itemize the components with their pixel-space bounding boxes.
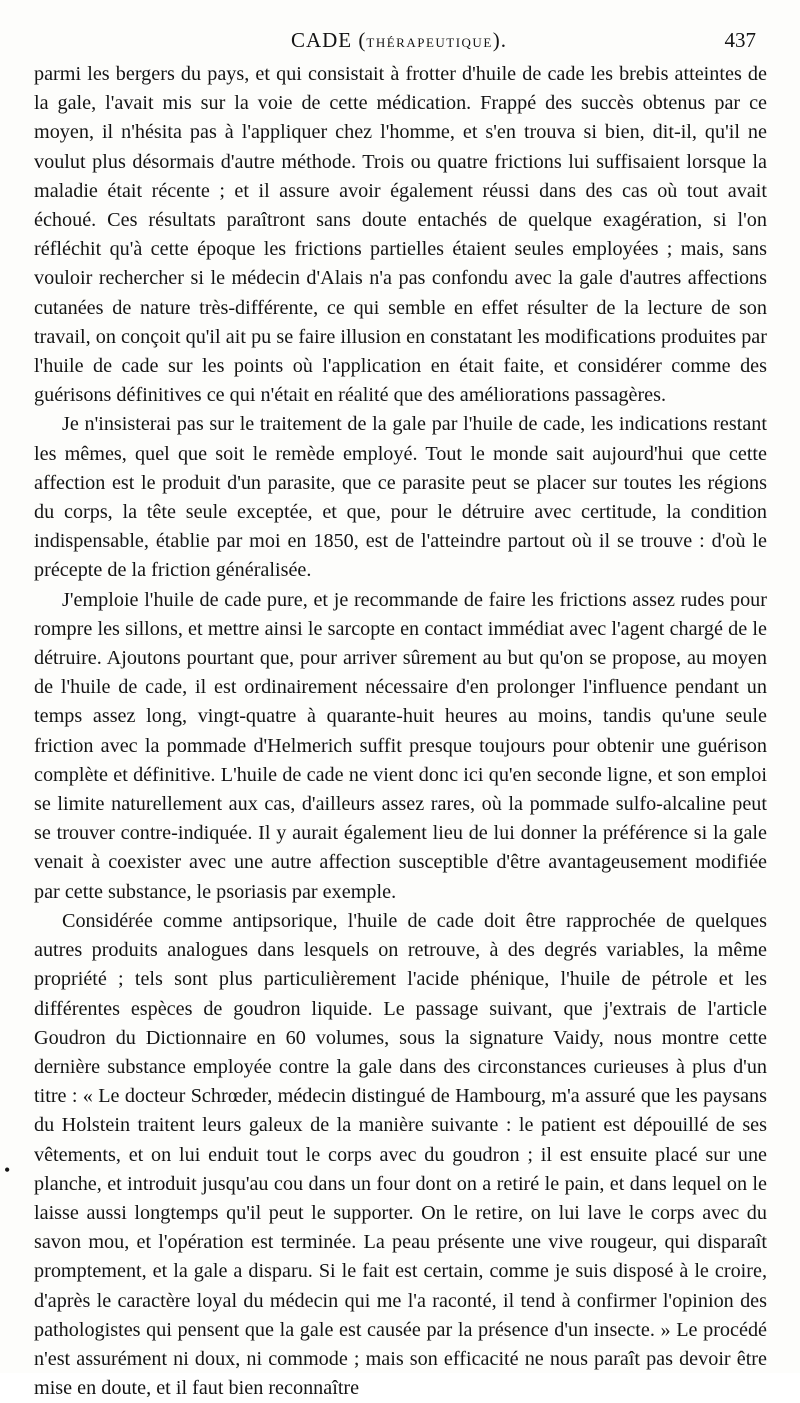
paragraph-2: Je n'insisterai pas sur le traitement de la gale par l'huile de cade, les indications restant les mêmes, quel que soit le remède employé. Tout le monde sait aujourd'hui que cette affection est le produit d'un parasite, que ce parasite peut se placer sur toutes les régions du corps, la tête seule exceptée, et que, pour le détruire avec certitude, la condition indispensable, établie par moi en 1850, est de l'atteindre partout où il se trouve : d'où le précepte de la friction généralisée. bbox=[34, 413, 767, 582]
title-small-caps: THÉRAPEUTIQUE bbox=[366, 35, 493, 50]
running-head bbox=[34, 28, 764, 58]
page-number: 437 bbox=[724, 28, 756, 52]
running-title bbox=[34, 28, 764, 53]
paragraph-3: J'emploie l'huile de cade pure, et je recommande de faire les frictions assez rudes pour rompre les sillons, et mettre ainsi le sarcopte en contact immédiat avec l'agent chargé de le détruire. Ajoutons pourtant que, pour arriver sûrement au but qu'on se propose, au moyen de l'huile de cade, il est ordinairement nécessaire d'en prolonger l'influence pendant un temps assez long, vingt-quatre à quarante-huit heures au moins, tandis qu'une seule friction avec la pommade d'Helmerich suffit presque toujours pour obtenir une guérison complète et définitive. L'huile de cade ne vient donc ici qu'en seconde ligne, et son emploi se limite naturellement aux cas, d'ailleurs assez rares, où la pommade sulfo-alcaline peut se trouver contre-indiquée. Il y aurait également lieu de lui donner la préférence si la gale venait à coexister avec une autre affection susceptible d'être avantageusement modifiée par cette substance, le psoriasis par exemple. bbox=[34, 588, 767, 903]
title-main: CADE ( bbox=[290, 28, 367, 52]
paragraph-1: parmi les bergers du pays, et qui consistait à frotter d'huile de cade les brebis atteintes de la gale, l'avait mis sur la voie de cette médication. Frappé des succès obtenus par ce moyen, il n'hésita pas à l'appliquer chez l'homme, et s'en trouva si bien, dit-il, qu'il ne voulut plus désormais d'autre méthode. Trois ou quatre frictions lui suffisaient lorsque la maladie était récente ; et il assure avoir également réussi dans des cas où tout avait échoué. Ces résultats paraîtront sans doute entachés de quelque exagération, si l'on réfléchit qu'à cette époque les frictions partielles étaient seules employées ; mais, sans vouloir rechercher si le médecin d'Alais n'a pas confondu avec la gale d'autres affections cutanées de nature très-différente, ce qui semble en effet résulter de la lecture de son travail, on conçoit qu'il ait pu se faire illusion en constatant les modifications produites par l'huile de cade sur les points où l'application en était faite, et considérer comme des guérisons définitives ce qui n'était en réalité que des améliorations passagères. bbox=[34, 63, 767, 407]
body-text bbox=[34, 60, 767, 1403]
paragraph-4: Considérée comme antipsorique, l'huile de cade doit être rapprochée de quelques autres produits analogues dans lesquels on retrouve, à des degrés variables, la même propriété ; tels sont plus particulièrement l'acide phénique, l'huile de pétrole et les différentes espèces de goudron liquide. Le passage suivant, que j'extrais de l'article Goudron du Dictionnaire en 60 volumes, sous la signature Vaidy, nous montre cette dernière substance employée contre la gale dans des circonstances curieuses à plus d'un titre : « Le docteur Schrœder, médecin distingué de Hambourg, m'a assuré que les paysans du Holstein traitent leurs galeux de la manière suivante : le patient est dépouillé de ses vêtements, et on lui enduit tout le corps avec du goudron ; il est ensuite placé sur une planche, et introduit jusqu'au cou dans un four dont on a retiré le pain, et dans lequel on le laisse aussi longtemps qu'il peut le supporter. On le retire, on lui lave le corps avec du savon mou, et l'opération est terminée. La peau présente une vive rougeur, qui disparaît promptement, et la gale a disparu. Si le fait est certain, comme je suis disposé à le croire, d'après le caractère loyal du médecin qui me l'a raconté, il tend à confirmer l'opinion des pathologistes qui pensent que la gale est causée par la présence d'un insecte. » Le procédé n'est assurément ni doux, ni commode ; mais son efficacité ne nous paraît pas devoir être mise en doute, et il faut bien reconnaître bbox=[34, 909, 767, 1400]
margin-dot: • bbox=[4, 1160, 11, 1180]
title-end: ). bbox=[492, 28, 508, 52]
